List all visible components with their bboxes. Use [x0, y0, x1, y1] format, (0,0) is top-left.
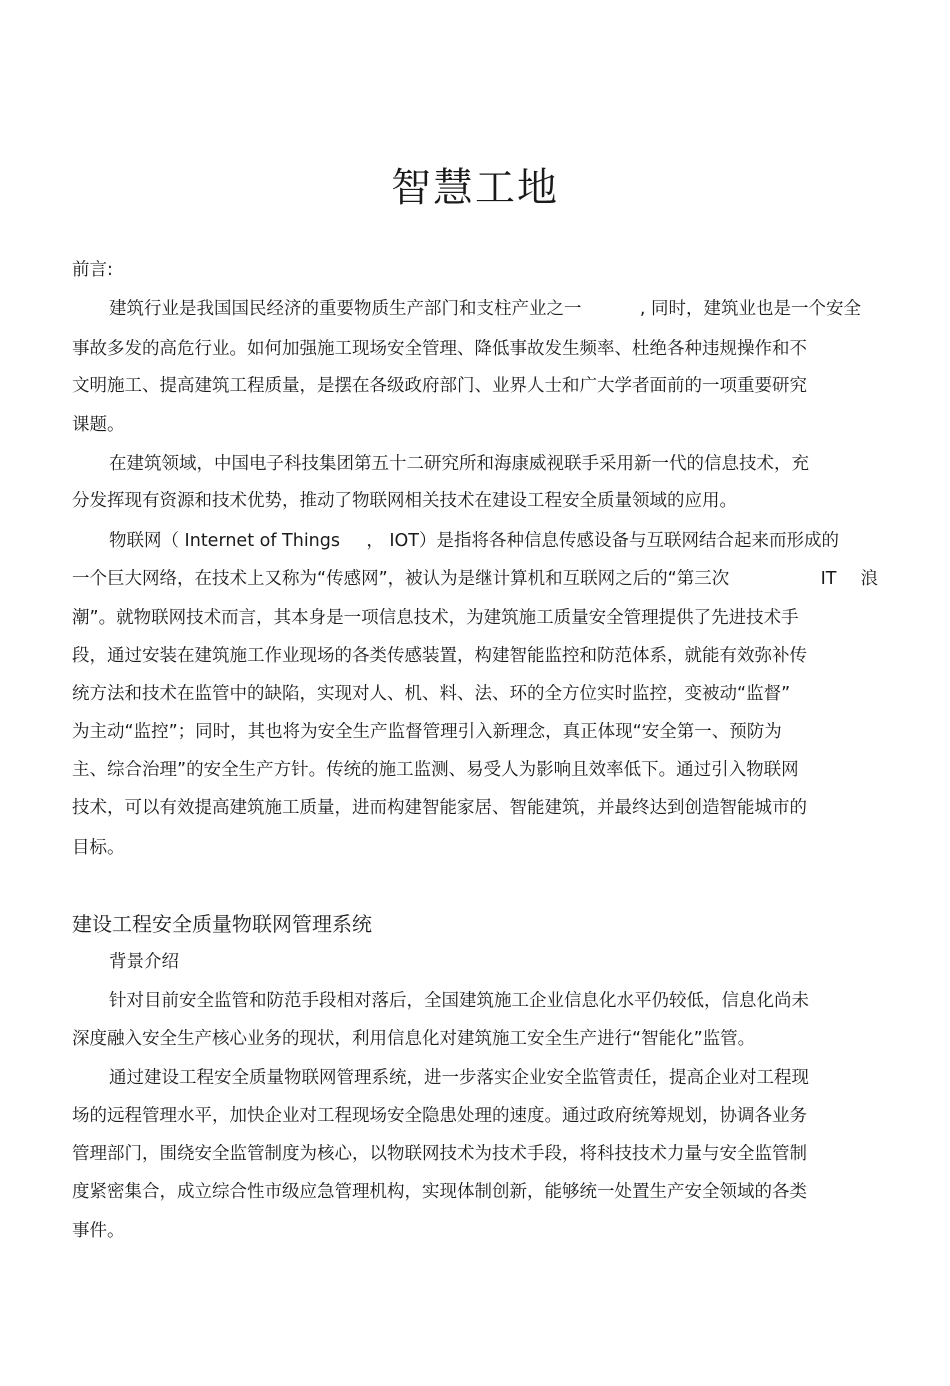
paragraph-line: 目标。	[72, 838, 125, 858]
paragraph-line: 管理部门，围绕安全监管制度为核心，以物联网技术为技术手段，将科技技术力量与安全监管制	[72, 1144, 807, 1164]
paragraph-line: 分发挥现有资源和技术优势，推动了物联网相关技术在建设工程安全质量领域的应用。	[72, 491, 737, 511]
text-fragment-group	[821, 567, 878, 591]
text-fragment: , 同时，建筑业也是一个安全	[639, 299, 861, 319]
paragraph-line: 文明施工、提高建筑工程质量，是摆在各级政府部门、业界人士和广大学者面前的一项重要研究	[72, 376, 807, 396]
text-fragment: 建筑行业是我国国民经济的重要物质生产部门和支柱产业之一	[109, 299, 582, 319]
paragraph-line: 潮”。就物联网技术而言，其本身是一项信息技术，为建筑施工质量安全管理提供了先进技术手	[72, 608, 799, 628]
paragraph-line: 段，通过安装在建筑施工作业现场的各类传感装置，构建智能监控和防范体系，就能有效弥补传	[72, 646, 807, 666]
paragraph-line: 深度融入安全生产核心业务的现状，利用信息化对建筑施工安全生产进行“智能化”监管。	[72, 1029, 756, 1049]
text-fragment: IT	[820, 569, 837, 589]
preface-label: 前言:	[72, 260, 113, 280]
document-title: 智慧工地	[391, 165, 559, 211]
paragraph-line: 事件。	[72, 1221, 125, 1241]
paragraph-line: 主、综合治理”的安全生产方针。传统的施工监测、易受人为影响且效率低下。通过引入物联网	[72, 760, 799, 780]
text-fragment: 一个巨大网络，在技术上又称为“传感网”，被认为是继计算机和互联网之后的“第三次	[72, 569, 730, 589]
paragraph-line: 度紧密集合，成立综合性市级应急管理机构，实现体制创新，能够统一处置生产安全领域的各类	[72, 1182, 807, 1202]
section-heading: 建设工程安全质量物联网管理系统	[72, 912, 372, 936]
text-fragment: 浪	[860, 569, 878, 589]
text-fragment: 物联网（ Internet of Things	[109, 531, 341, 551]
paragraph-line: 场的远程管理水平，加快企业对工程现场安全隐患处理的速度。通过政府统筹规划，协调各业务	[72, 1106, 807, 1126]
paragraph-line: 事故多发的高危行业。如何加强施工现场安全管理、降低事故发生频率、杜绝各种违规操作和不	[72, 339, 807, 359]
paragraph-line: 通过建设工程安全质量物联网管理系统，进一步落实企业安全监管责任，提高企业对工程现	[109, 1068, 809, 1088]
paragraph-line: 为主动“监控”；同时，其也将为安全生产监督管理引入新理念，真正体现“安全第一、预防为	[72, 722, 782, 742]
paragraph-line	[109, 529, 839, 553]
paragraph-line: 课题。	[72, 415, 125, 435]
paragraph-line: 统方法和技术在监管中的缺陷，实现对人、机、料、法、环的全方位实时监控，变被动“监督”	[72, 684, 791, 704]
subsection-heading: 背景介绍	[109, 952, 179, 972]
text-fragment: ， IOT）是指将各种信息传感设备与互联网结合起来而形成的	[366, 531, 839, 551]
paragraph-line: 在建筑领域，中国电子科技集团第五十二研究所和海康威视联手采用新一代的信息技术，充	[109, 454, 809, 474]
paragraph-line: 技术，可以有效提高建筑施工质量，进而构建智能家居、智能建筑，并最终达到创造智能城市的	[72, 798, 807, 818]
paragraph-line	[109, 297, 861, 321]
paragraph-line: 针对目前安全监管和防范手段相对落后，全国建筑施工企业信息化水平仍较低，信息化尚未	[109, 991, 809, 1011]
paragraph-line	[72, 567, 878, 591]
